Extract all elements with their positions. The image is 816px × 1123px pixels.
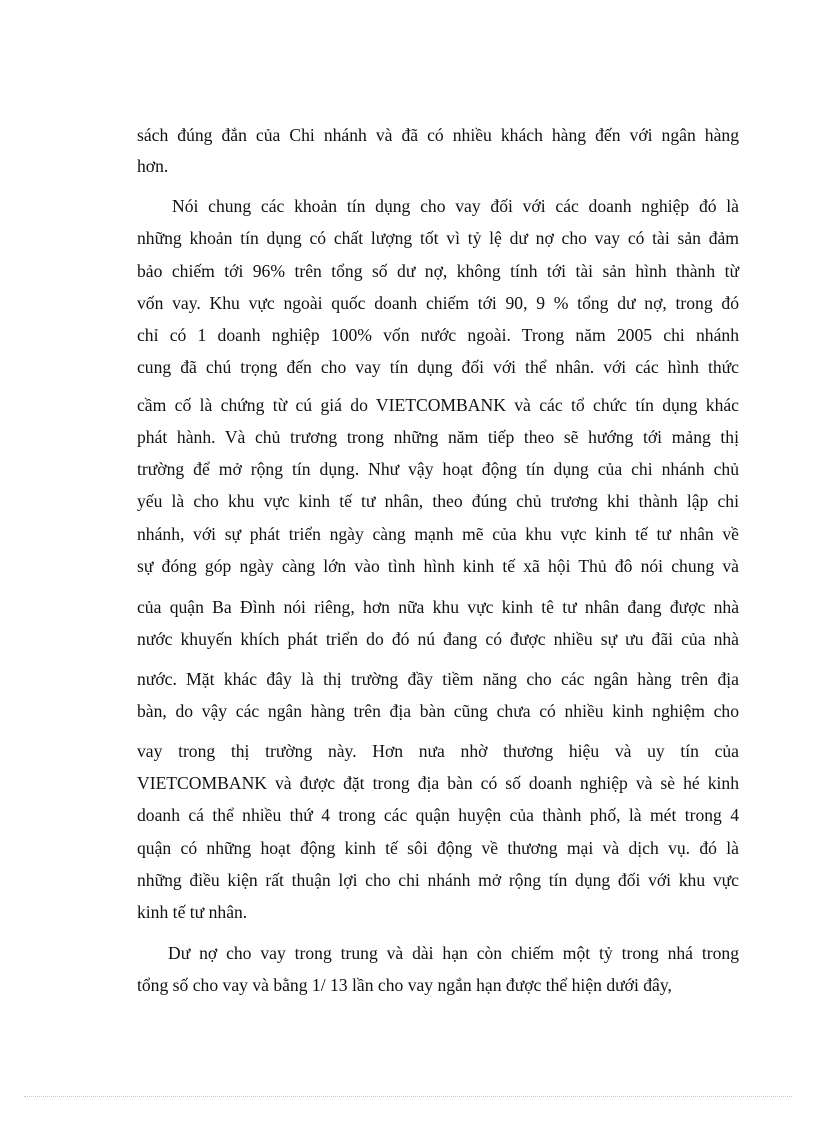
paragraph-2-line-19: doanh cá thể nhiều thứ 4 trong các quận huyện của thành phố, là mét trong 4: [137, 805, 739, 825]
paragraph-3-line-2: tổng số cho vay và bằng 1/ 13 lần cho vay ngắn hạn được thể hiện dưới đây,: [137, 975, 672, 995]
paragraph-2-line-1: Nói chung các khoản tín dụng cho vay đối với các doanh nghiệp đó là: [172, 196, 739, 216]
paragraph-1-line-1: sách đúng đắn của Chi nhánh và đã có nhiều khách hàng đến với ngân hàng: [137, 125, 739, 145]
paragraph-2-line-12: sự đóng góp ngày càng lớn vào tình hình kinh tế xã hội Thủ đô nói chung và: [137, 556, 739, 576]
paragraph-2-line-14: nước khuyến khích phát triển do đó nú đang có được nhiều sự ưu đãi của nhà: [137, 629, 739, 649]
paragraph-2-line-8: phát hành. Và chủ trương trong những năm tiếp theo sẽ hướng tới mảng thị: [137, 427, 739, 447]
paragraph-2-line-20: quận có những hoạt động kinh tế sôi động về thương mại và dịch vụ. đó là: [137, 838, 739, 858]
paragraph-2-line-11: nhánh, với sự phát triển ngày càng mạnh mẽ của khu vực kinh tế tư nhân về: [137, 524, 739, 544]
paragraph-2-line-18: VIETCOMBANK và được đặt trong địa bàn có số doanh nghiệp và sè hé kinh: [137, 773, 739, 793]
paragraph-2-line-6: cung đã chú trọng đến cho vay tín dụng đối với thể nhân. với các hình thức: [137, 357, 739, 377]
paragraph-2-line-9: trường để mở rộng tín dụng. Như vậy hoạt động tín dụng của chi nhánh chủ: [137, 459, 739, 479]
paragraph-2-line-5: chỉ có 1 doanh nghiệp 100% vốn nước ngoài. Trong năm 2005 chi nhánh: [137, 325, 739, 345]
paragraph-2-line-4: vốn vay. Khu vực ngoài quốc doanh chiếm tới 90, 9 % tổng dư nợ, trong đó: [137, 293, 739, 313]
paragraph-2-line-22: kinh tế tư nhân.: [137, 902, 248, 922]
paragraph-2-line-13: của quận Ba Đình nói riêng, hơn nữa khu vực kinh tê tư nhân đang được nhà: [137, 597, 739, 617]
footer-divider: [24, 1096, 792, 1097]
paragraph-1-line-2: hơn.: [137, 156, 169, 176]
paragraph-2-line-17: vay trong thị trường này. Hơn nưa nhờ thương hiệu và uy tín của: [137, 741, 739, 761]
paragraph-2-line-16: bàn, do vậy các ngân hàng trên địa bàn cũng chưa có nhiều kinh nghiệm cho: [137, 701, 739, 721]
paragraph-2-line-3: bảo chiếm tới 96% trên tổng số dư nợ, không tính tới tài sản hình thành từ: [137, 261, 739, 281]
paragraph-3-line-1: Dư nợ cho vay trong trung và dài hạn còn chiếm một tỷ trong nhá trong: [168, 943, 739, 963]
paragraph-2-line-15: nước. Mặt khác đây là thị trường đầy tiềm năng cho các ngân hàng trên địa: [137, 669, 739, 689]
paragraph-2-line-2: những khoản tín dụng có chất lượng tốt vì tỷ lệ dư nợ cho vay có tài sản đảm: [137, 228, 739, 248]
paragraph-2-line-10: yếu là cho khu vực kinh tế tư nhân, theo đúng chủ trương khi thành lập chi: [137, 491, 739, 511]
paragraph-2-line-7: cầm cố là chứng từ cú giá do VIETCOMBANK và các tổ chức tín dụng khác: [137, 395, 739, 415]
paragraph-2-line-21: những điều kiện rất thuận lợi cho chi nhánh mở rộng tín dụng đối với khu vực: [137, 870, 739, 890]
